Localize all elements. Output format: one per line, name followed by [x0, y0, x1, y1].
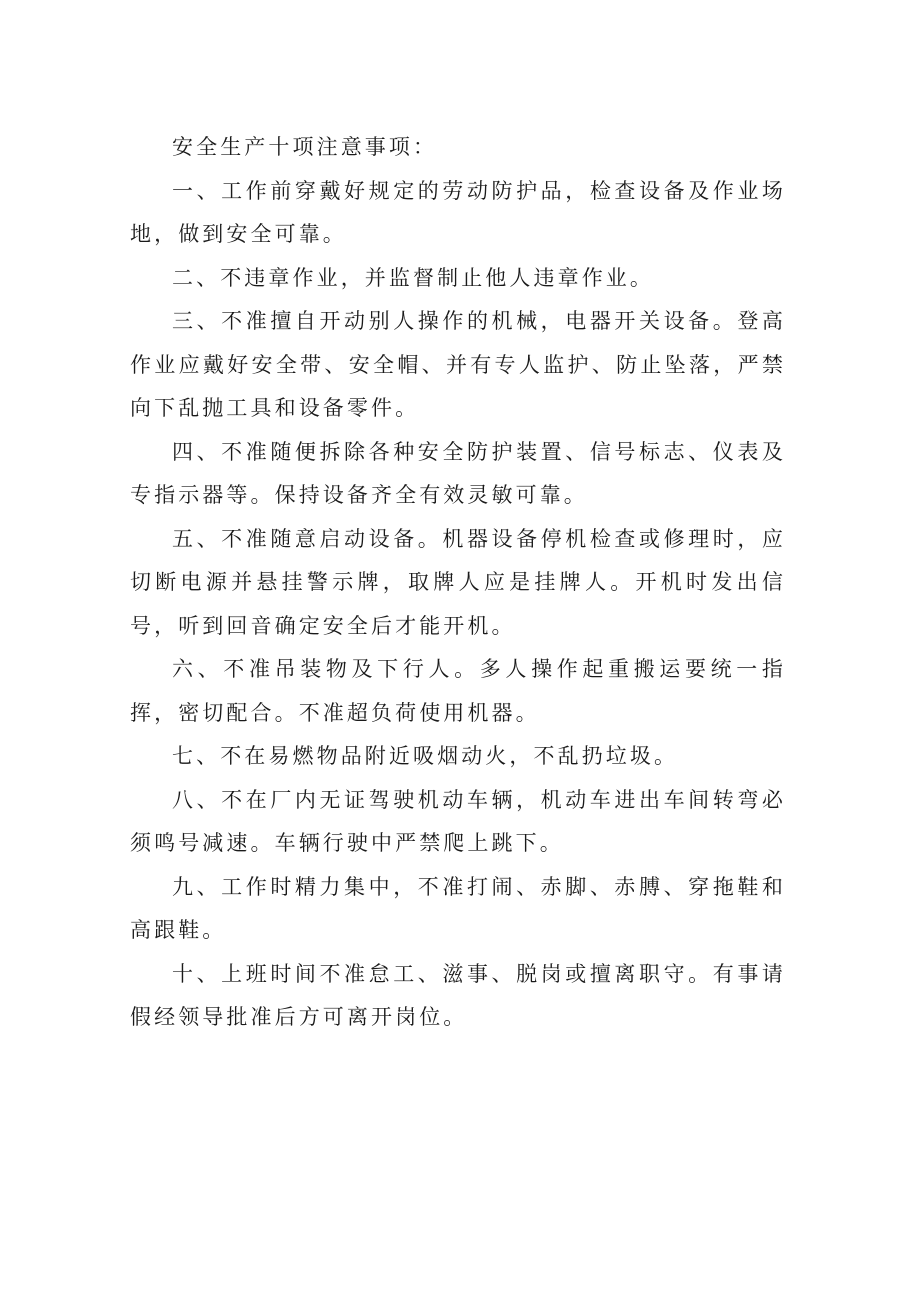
document-heading: 安全生产十项注意事项：: [172, 135, 438, 159]
rule-item-2: 二、不违章作业，并监督制止他人违章作业。: [172, 265, 654, 290]
rule-item-3: 三、不准擅自开动别人操作的机械，电器开关设备。登高作业应戴好安全带、安全帽、并有专人监护、防止坠落，严禁向下乱抛工具和设备零件。: [130, 309, 786, 420]
document-page: [130, 126, 786, 1040]
rule-item-7: 七、不在易燃物品附近吸烟动火，不乱扔垃圾。: [172, 744, 679, 768]
rule-item-1: 一、工作前穿戴好规定的劳动防护品，检查设备及作业场地，做到安全可靠。: [130, 178, 786, 246]
rule-item-5: 五、不准随意启动设备。机器设备停机检查或修理时，应切断电源并悬挂警示牌，取牌人应是挂牌人。开机时发出信号，听到回音确定安全后才能开机。: [130, 526, 786, 638]
rule-item-4: 四、不准随便拆除各种安全防护装置、信号标志、仪表及专指示器等。保持设备齐全有效灵敏可靠。: [130, 439, 786, 507]
rule-item-6: 六、不准吊装物及下行人。多人操作起重搬运要统一指挥，密切配合。不准超负荷使用机器。: [130, 657, 786, 725]
rule-item-10: 十、上班时间不准怠工、滋事、脱岗或擅离职守。有事请假经领导批准后方可离开岗位。: [130, 961, 786, 1029]
rule-item-9: 九、工作时精力集中，不准打闹、赤脚、赤膊、穿拖鞋和高跟鞋。: [130, 874, 786, 942]
rule-item-8: 八、不在厂内无证驾驶机动车辆，机动车进出车间转弯必须鸣号减速。车辆行驶中严禁爬上跳下。: [130, 787, 786, 855]
